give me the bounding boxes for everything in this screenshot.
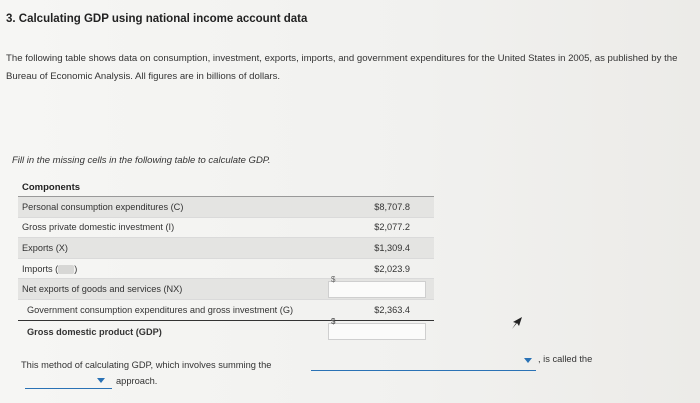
row-value: $8,707.8: [374, 201, 410, 212]
sentence-part1: This method of calculating GDP, which involves summing the: [21, 360, 272, 370]
chevron-down-icon[interactable]: [97, 378, 105, 383]
row-value: $2,363.4: [374, 304, 410, 315]
table-header-components: Components: [18, 179, 434, 197]
row-label: [18, 264, 330, 274]
table-row: [18, 300, 434, 321]
table-row: [18, 218, 434, 239]
chevron-down-icon[interactable]: [524, 358, 532, 363]
row-value: $1,309.4: [374, 242, 410, 253]
question-title: 3. Calculating GDP using national income account data: [6, 13, 308, 25]
row-label: Government consumption expenditures and gross investment (G): [27, 304, 294, 315]
row-value: $2,077.2: [374, 222, 410, 233]
table-row: [18, 259, 434, 280]
row-label: Personal consumption expenditures (C): [22, 201, 184, 212]
approach-dropdown[interactable]: [25, 384, 112, 389]
row-value: $2,023.9: [374, 263, 410, 274]
table-row-total: [18, 317, 434, 343]
table-row: [18, 197, 434, 218]
row-label: Exports (X): [22, 242, 68, 253]
method-dropdown[interactable]: [311, 366, 536, 371]
redacted-mark: [58, 265, 74, 274]
gdp-table: [18, 179, 434, 343]
instruction-text: Fill in the missing cells in the following table to calculate GDP.: [12, 155, 271, 166]
question-intro: The following table shows data on consumption, investment, exports, imports, and government expenditures for the United States in 2005, as published by the Bureau of Economic Analysis. All figures are in billions of dollars.: [6, 53, 678, 82]
table-row: [18, 238, 434, 259]
row-label: Net exports of goods and services (NX): [22, 284, 183, 295]
row-label-suffix: ): [74, 263, 78, 274]
gdp-input[interactable]: [328, 317, 426, 340]
row-label: Gross domestic product (GDP): [27, 326, 162, 337]
sentence-part3: approach.: [116, 376, 158, 386]
row-label: Gross private domestic investment (I): [22, 222, 175, 233]
mouse-cursor-icon: [511, 316, 523, 330]
net-exports-input[interactable]: [328, 274, 426, 298]
currency-symbol: $: [331, 274, 336, 284]
currency-symbol: $: [331, 317, 336, 327]
table-row: [18, 274, 434, 300]
row-label-prefix: Imports (: [22, 263, 59, 274]
sentence-part2: , is called the: [538, 354, 593, 364]
